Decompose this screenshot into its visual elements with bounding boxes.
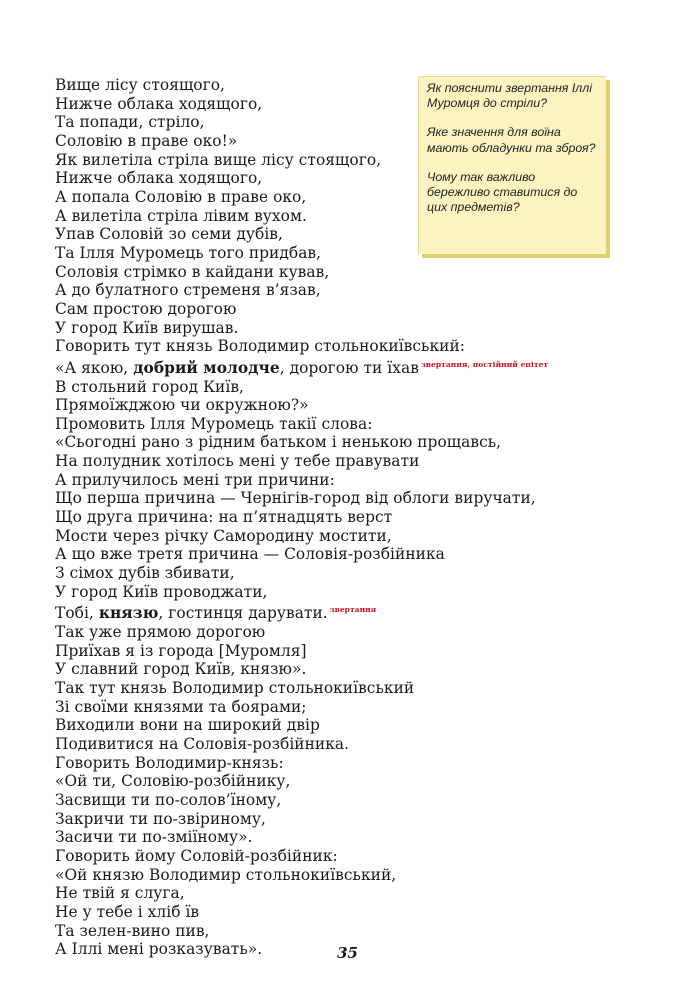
- poem-line: А до булатного стременя в’язав,: [55, 281, 321, 300]
- poem-line: Говорить Володимир-князь:: [55, 753, 284, 772]
- poem-line: Подивитися на Соловія-розбійника.: [55, 734, 350, 753]
- poem-line: А що вже третя причина — Соловія-розбійника: [55, 545, 445, 564]
- poem-line: На полудник хотілось мені у тебе правувати: [55, 452, 420, 471]
- poem-line: В стольний город Київ,: [55, 377, 244, 396]
- poem-line: У славний город Київ, князю».: [55, 660, 307, 679]
- page-number: 35: [337, 944, 358, 962]
- poem-line: Та попади, стріло,: [55, 113, 205, 132]
- poem-line: А прилучилось мені три причини:: [55, 470, 335, 489]
- poem-line: Говорить тут князь Володимир стольнокиївський:: [55, 337, 466, 356]
- poem-line: Упав Соловій зо семи дубів,: [55, 225, 283, 244]
- poem-line: Вище лісу стоящого,: [55, 76, 225, 94]
- poem-line: Зі своїми князями та боярами;: [55, 697, 307, 716]
- poem-line: Не твій я слуга,: [55, 884, 185, 903]
- poem-line: У город Київ проводжати,: [55, 582, 268, 601]
- poem-line: Так уже прямою дорогою: [55, 623, 266, 642]
- poem-line: Та Ілля Муромець того придбав,: [55, 243, 322, 262]
- poem-line: Соловію в праве око!»: [55, 131, 238, 150]
- line-text: , гостинця дарувати.: [158, 604, 328, 623]
- questions-box: [418, 76, 606, 254]
- poem-line: Що друга причина: на п’ятнадцять верст: [55, 508, 393, 527]
- margin-annotation: звертання: [329, 605, 377, 615]
- poem-line: У город Київ вирушав.: [55, 318, 239, 337]
- question-2: Яке значення для воїна мають обладунки та зброя?: [427, 125, 596, 155]
- poem-line: [55, 601, 548, 623]
- poem-line: Сам простою дорогою: [55, 299, 237, 318]
- poem-line: «Сьогодні рано з рідним батьком і ненькою прощавсь,: [55, 433, 502, 452]
- poem-line: А Іллі мені розказувать».: [55, 940, 263, 959]
- line-text: , дорогою ти їхав: [279, 358, 419, 377]
- line-text: «А якою,: [55, 358, 134, 377]
- poem-line: Як вилетіла стріла вище лісу стоящого,: [55, 150, 382, 169]
- address-word: добрий молодче: [133, 358, 280, 377]
- poem-line: А попала Соловію в праве око,: [55, 187, 307, 206]
- line-text: Тобі,: [55, 604, 99, 623]
- poem-line: Виходили вони на широкий двір: [55, 716, 320, 735]
- poem-line: «Ой князю Володимир стольнокиївський,: [55, 865, 397, 884]
- poem-line: Прямоїжджою чи окружною?»: [55, 396, 309, 415]
- poem-line: Говорить йому Соловій-розбійник:: [55, 846, 338, 865]
- poem-line: Засичи ти по-зміїному».: [55, 828, 253, 847]
- poem-line: Та зелен-вино пив,: [55, 921, 210, 940]
- poem-line: «Ой ти, Соловію-розбійнику,: [55, 772, 291, 791]
- question-1: Як пояснити звертання Іллі Муромця до стріли?: [427, 81, 593, 111]
- question-3: Чому так важливо бережливо ставитися до цих предметів?: [427, 169, 578, 215]
- poem-line: Так тут князь Володимир стольнокиївський: [55, 679, 415, 697]
- address-word: князю: [98, 604, 159, 623]
- poem-line: Засвищи ти по-солов’їному,: [55, 790, 282, 809]
- poem-line: [55, 356, 548, 378]
- poem-line: Мости через річку Самородину мостити,: [55, 526, 392, 545]
- margin-annotation: звертання, постійний епітет: [420, 359, 549, 369]
- poem-line: З сімох дубів збивати,: [55, 564, 235, 583]
- poem-line: Що перша причина — Чернігів-город від облоги виручати,: [55, 489, 536, 508]
- poem-line: Соловія стрімко в кайдани кував,: [55, 262, 330, 281]
- poem-line: Приїхав я із города [Муромля]: [55, 641, 307, 660]
- poem-line: Нижче облака ходящого,: [55, 94, 263, 113]
- poem-line: Нижче облака ходящого,: [55, 169, 263, 188]
- poem-line: Не у тебе і хліб їв: [55, 902, 200, 921]
- poem-line: Промовить Ілля Муромець такії слова:: [55, 414, 373, 433]
- poem-line: Закричи ти по-звіриному,: [55, 809, 266, 828]
- poem-line: А вилетіла стріла лівим вухом.: [55, 206, 307, 225]
